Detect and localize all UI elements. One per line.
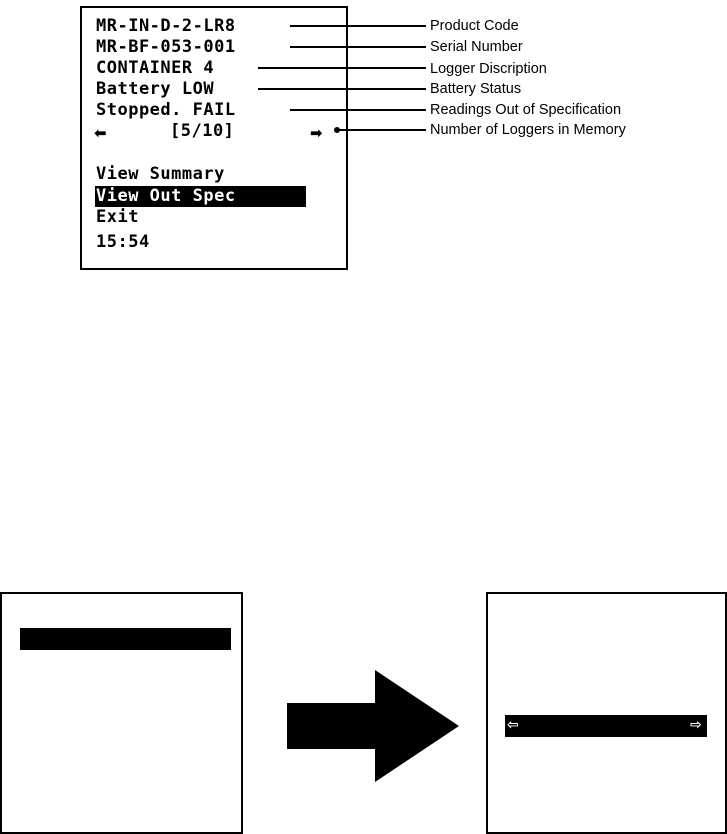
bottom-left-highlight-bar [20,628,231,650]
callout-readings-out-of-spec: Readings Out of Specification [430,102,622,118]
left-arrow-icon[interactable]: ⬅ [94,124,107,142]
right-arrow-icon[interactable]: ➡ [310,124,323,142]
callout-logger-description: Logger Discription [430,61,547,77]
leader-loggers-in-memory [336,129,426,131]
callout-battery-status: Battery Status [430,81,522,97]
leader-product-code [290,25,426,27]
logger-count: [5/10] [170,121,235,141]
leader-logger-description [258,67,426,69]
bottom-right-highlight-bar [505,715,707,737]
clock: 15:54 [96,232,150,252]
logger-description-line: CONTAINER 4 [96,58,215,78]
leader-battery-status [258,88,426,90]
callout-product-code: Product Code [430,18,519,34]
menu-exit[interactable]: Exit [96,207,139,227]
serial-number-line: MR-BF-053-001 [96,37,236,57]
battery-status-line: Battery LOW [96,79,215,99]
menu-view-out-spec[interactable]: View Out Spec [96,186,236,206]
leader-readings-out-of-spec [290,109,426,111]
transition-arrow-icon [287,670,459,782]
product-code-line: MR-IN-D-2-LR8 [96,16,236,36]
callout-loggers-in-memory: Number of Loggers in Memory [430,122,626,138]
menu-view-summary[interactable]: View Summary [96,164,225,184]
right-scroll-arrow-icon[interactable]: ⇨ [690,717,702,733]
leader-serial-number [290,46,426,48]
callout-serial-number: Serial Number [430,39,523,55]
bottom-right-screen [486,592,727,834]
left-scroll-arrow-icon[interactable]: ⇦ [507,717,519,733]
readings-status-line: Stopped. FAIL [96,100,236,120]
